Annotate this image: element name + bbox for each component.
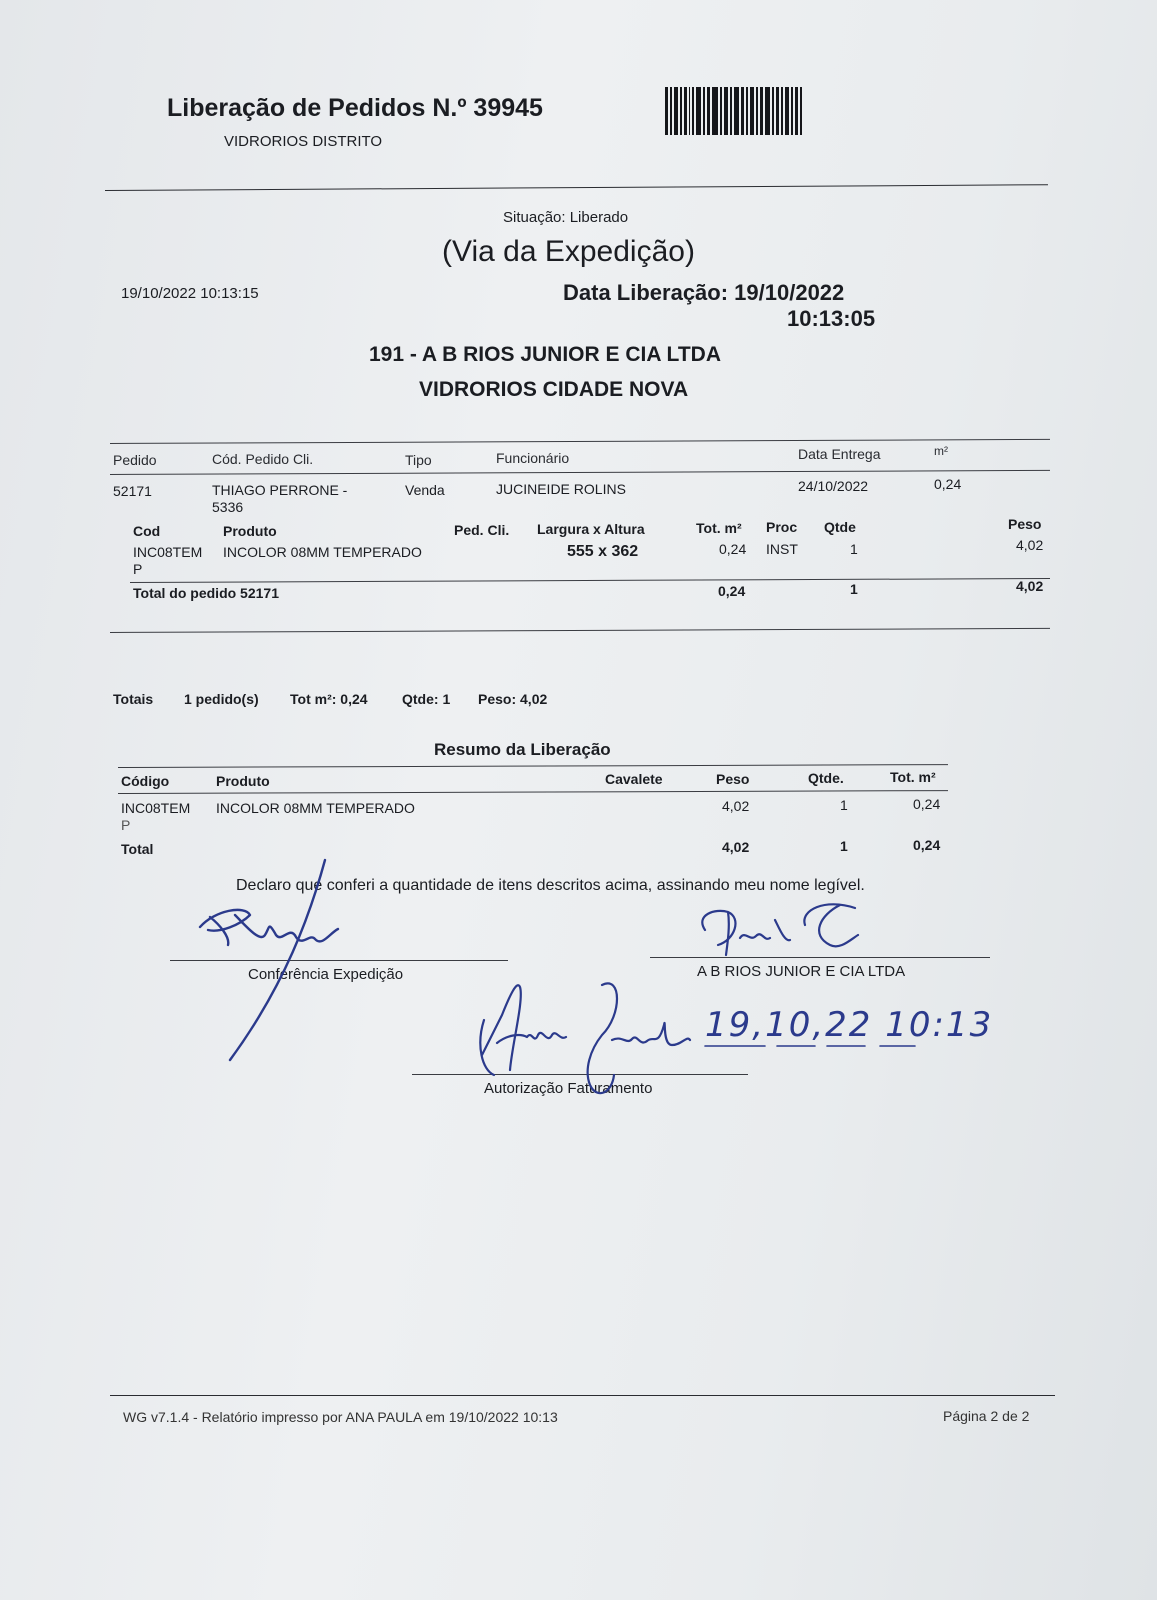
item-header-cod: Cod [133, 523, 161, 539]
item-header-peso: Peso [1008, 516, 1042, 532]
employee-name: JUCINEIDE ROLINS [496, 481, 626, 497]
client-name: 191 - A B RIOS JUNIOR E CIA LTDA [369, 343, 721, 366]
autorizacao-label: Autorização Faturamento [484, 1080, 653, 1097]
item-header-tot-m2: Tot. m² [696, 520, 742, 536]
col-header-pedido: Pedido [113, 452, 157, 468]
summary-header-peso: Peso [716, 771, 750, 787]
delivery-date: 24/10/2022 [798, 478, 869, 494]
item-proc: INST [766, 541, 798, 557]
item-dimensions: 555 x 362 [567, 543, 639, 560]
order-table-top-line [110, 439, 1050, 444]
handwritten-date-text: 19,10,22 10:13 [705, 1005, 994, 1045]
order-table-header-line [110, 470, 1050, 475]
ana-paula-handwritten-signature [472, 975, 702, 1115]
summary-total-label: Total [121, 841, 154, 857]
totals-label: Totais [113, 691, 154, 707]
summary-title: Resumo da Liberação [434, 740, 611, 759]
header-divider [105, 184, 1048, 191]
footer-printed-by: WG v7.1.4 - Relatório impresso por ANA PAULA em 19/10/2022 10:13 [123, 1409, 558, 1425]
col-header-funcionario: Funcionário [496, 450, 570, 466]
item-total-line [130, 578, 1050, 583]
summary-header-produto: Produto [216, 773, 270, 789]
status-text: Situação: Liberado [503, 209, 629, 226]
client-order-code-line1: THIAGO PERRONE - [212, 482, 348, 498]
summary-code-line2: P [121, 817, 131, 833]
conferencia-label: Conferência Expedição [248, 966, 404, 983]
item-product: INCOLOR 08MM TEMPERADO [223, 544, 422, 560]
declaration-text: Declaro que conferi a quantidade de itens descritos acima, assinando meu nome legível. [236, 877, 865, 894]
col-header-tipo: Tipo [405, 452, 432, 468]
print-datetime: 19/10/2022 10:13:15 [121, 285, 259, 302]
totals-peso: Peso: 4,02 [478, 691, 548, 707]
summary-header-line [118, 790, 948, 794]
order-total-qtde: 1 [850, 581, 858, 597]
col-header-data-entrega: Data Entrega [798, 446, 881, 462]
document-title: Liberação de Pedidos N.º 39945 [167, 94, 543, 122]
release-date: Data Liberação: 19/10/2022 [563, 280, 845, 305]
summary-code-line1: INC08TEM [121, 800, 191, 816]
item-header-produto: Produto [223, 523, 277, 539]
item-header-proc: Proc [766, 519, 798, 535]
summary-header-qtde: Qtde. [808, 770, 844, 786]
order-total-label: Total do pedido 52171 [133, 585, 279, 601]
item-tot-m2: 0,24 [719, 541, 747, 557]
footer-page-number: Página 2 de 2 [943, 1408, 1030, 1424]
handwritten-date [705, 1000, 994, 1060]
summary-header-tot-m2: Tot. m² [890, 769, 936, 785]
totals-qtde: Qtde: 1 [402, 691, 451, 707]
company-name: VIDRORIOS DISTRITO [224, 133, 383, 150]
col-header-cod-pedido-cli: Cód. Pedido Cli. [212, 451, 314, 467]
client-signature-label: A B RIOS JUNIOR E CIA LTDA [697, 963, 906, 980]
col-header-m2: m² [934, 444, 948, 458]
order-number: 52171 [113, 483, 152, 499]
item-peso: 4,02 [1016, 537, 1044, 553]
barcode [665, 87, 830, 135]
summary-qtde: 1 [840, 797, 848, 813]
order-table-bottom-line [110, 628, 1050, 633]
totals-pedidos: 1 pedido(s) [184, 691, 259, 707]
order-m2: 0,24 [934, 476, 962, 492]
summary-peso: 4,02 [722, 798, 750, 814]
order-total-peso: 4,02 [1016, 578, 1044, 594]
via-label: (Via da Expedição) [442, 235, 695, 268]
client-order-code-line2: 5336 [212, 499, 244, 515]
order-type: Venda [405, 482, 445, 498]
summary-total-tot-m2: 0,24 [913, 837, 941, 853]
item-qtde: 1 [850, 541, 858, 557]
client-handwritten-signature [690, 900, 870, 970]
item-header-ped-cli: Ped. Cli. [454, 522, 510, 538]
item-code-line1: INC08TEM [133, 544, 203, 560]
footer-divider [110, 1395, 1055, 1396]
client-store: VIDRORIOS CIDADE NOVA [419, 378, 689, 401]
item-header-largura-altura: Largura x Altura [537, 521, 645, 537]
summary-product: INCOLOR 08MM TEMPERADO [216, 800, 415, 816]
summary-header-cavalete: Cavalete [605, 771, 663, 787]
summary-tot-m2: 0,24 [913, 796, 941, 812]
item-header-qtde: Qtde [824, 519, 856, 535]
release-time: 10:13:05 [787, 306, 876, 331]
summary-top-line [118, 764, 948, 768]
item-code-line2: P [133, 561, 143, 577]
summary-total-peso: 4,02 [722, 839, 750, 855]
conferencia-handwritten-signature [190, 855, 360, 1065]
totals-m2: Tot m²: 0,24 [290, 691, 368, 707]
summary-header-codigo: Código [121, 773, 170, 789]
summary-total-qtde: 1 [840, 838, 848, 854]
order-total-m2: 0,24 [718, 583, 746, 599]
